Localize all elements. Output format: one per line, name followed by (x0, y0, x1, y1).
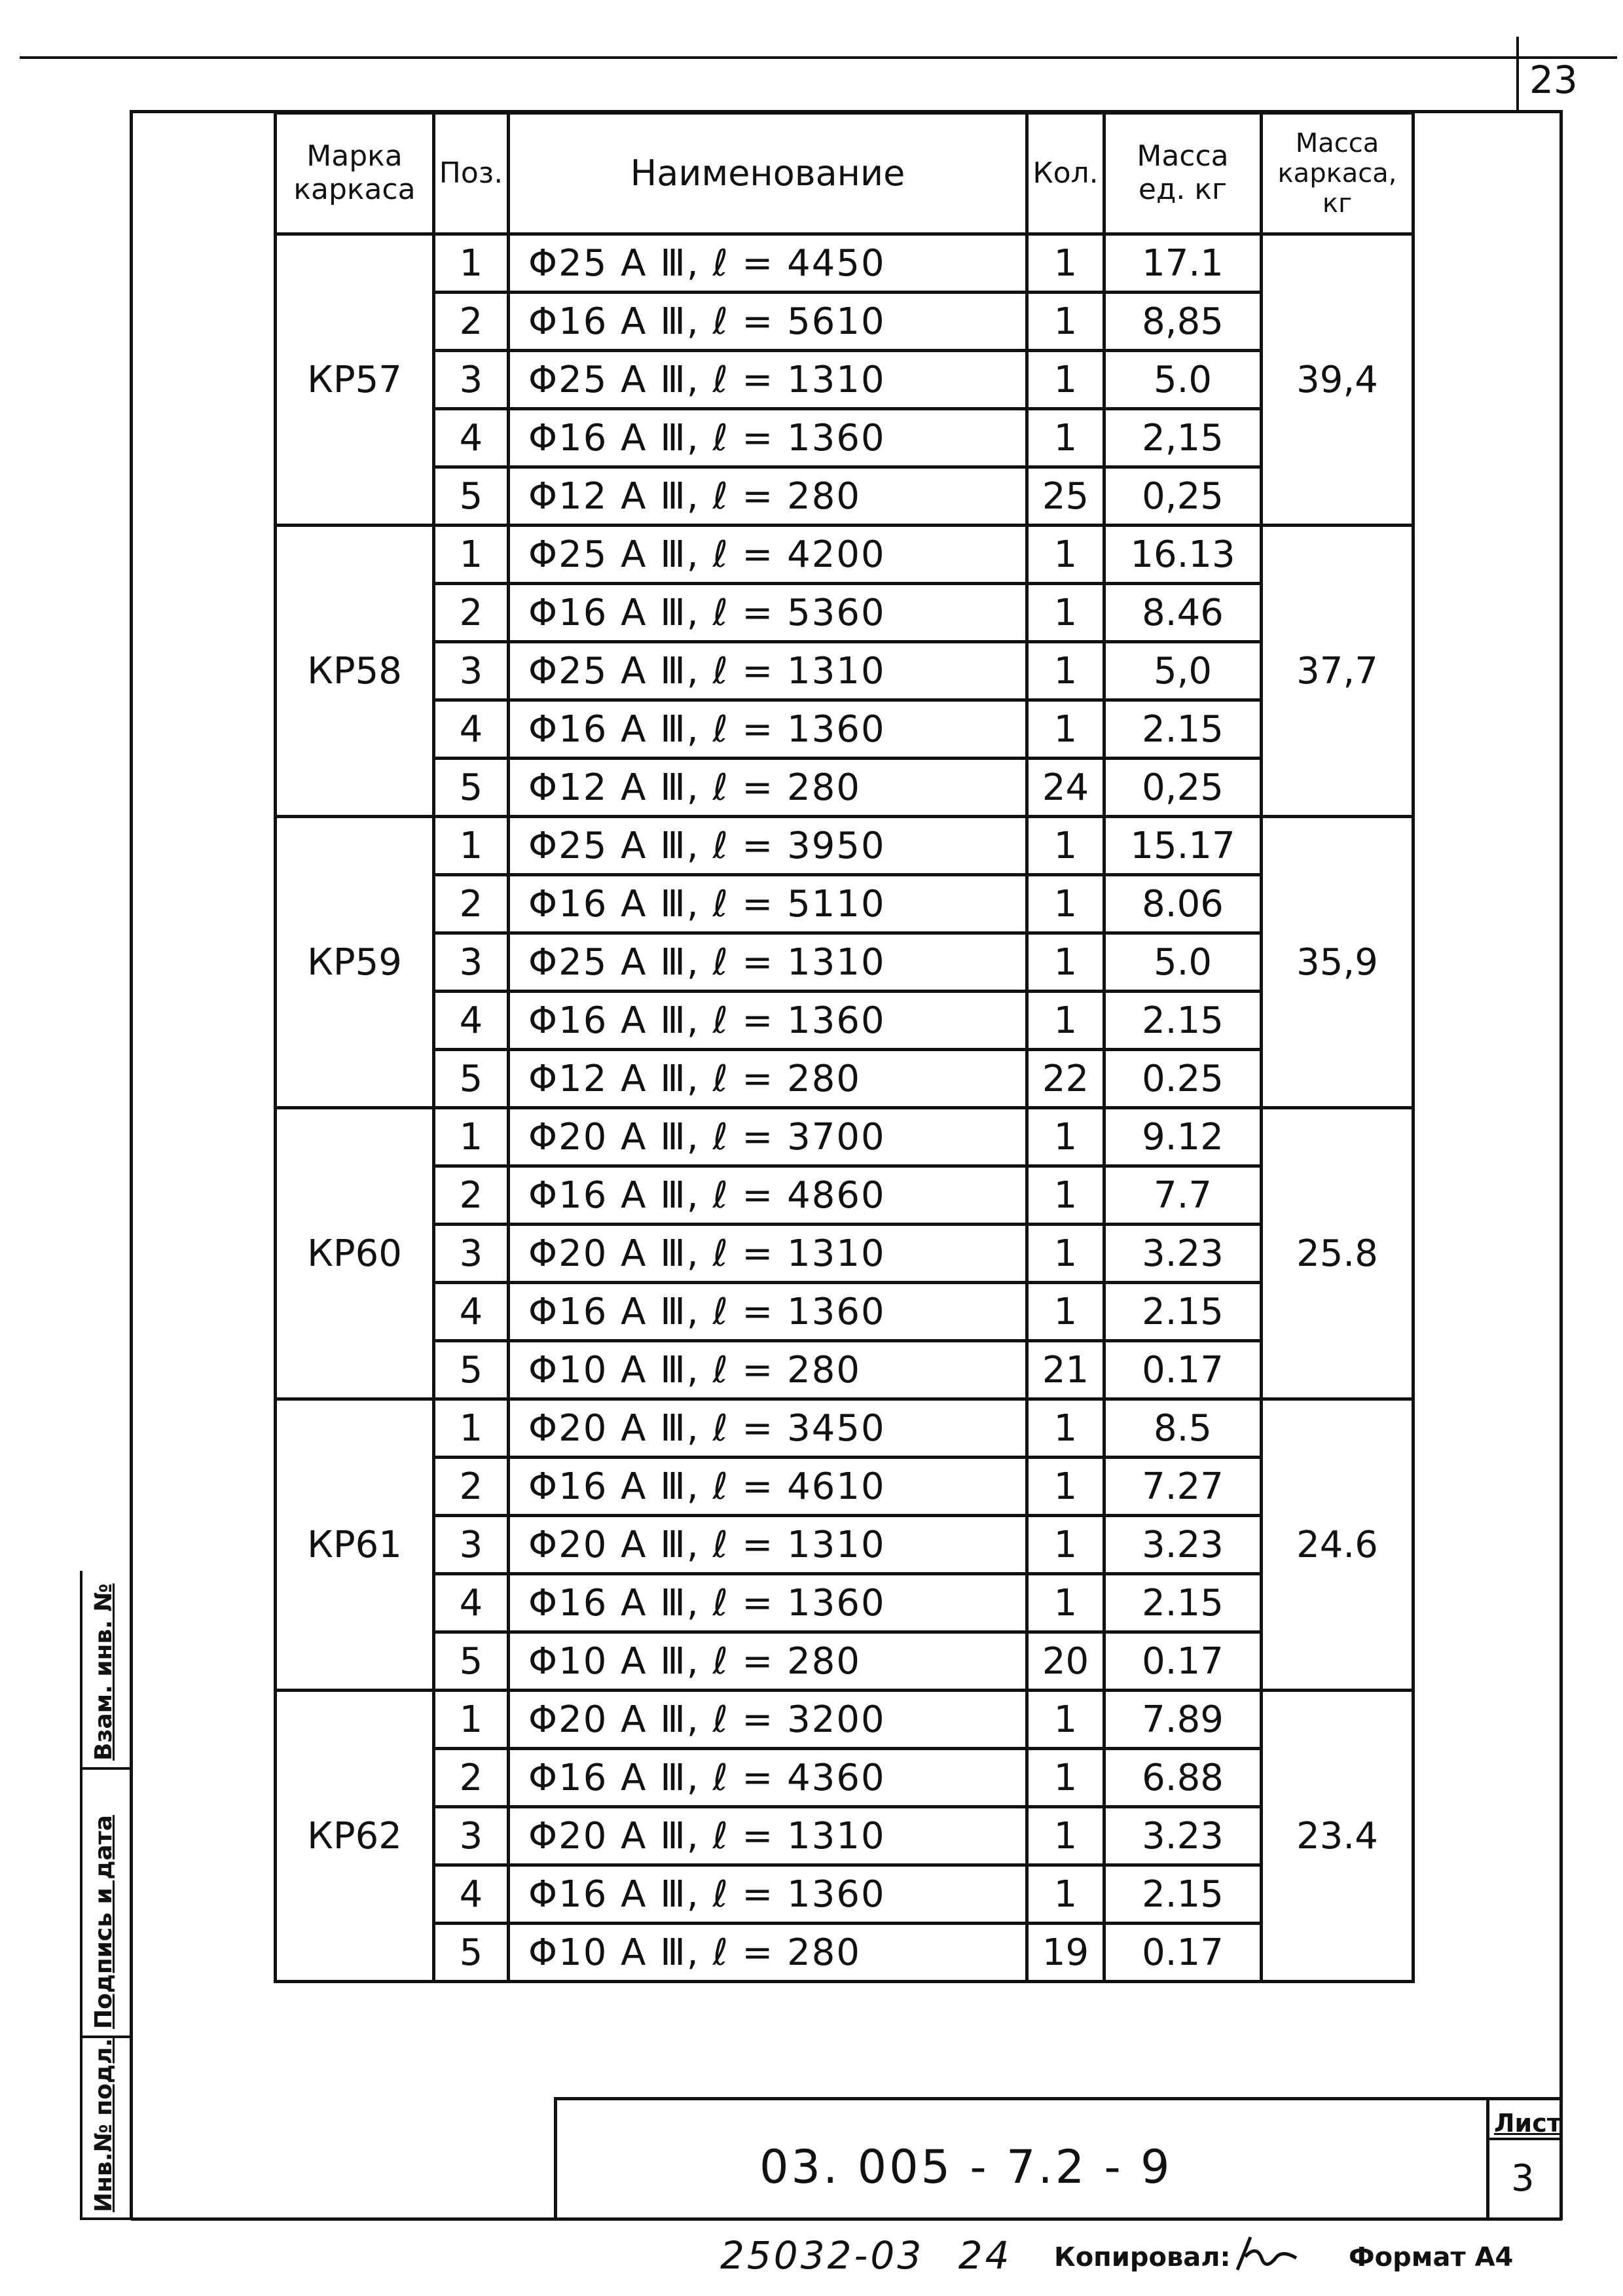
table-row (276, 234, 1413, 293)
unit-mass-cell: 3.23 (1104, 1516, 1262, 1574)
quantity-cell: 1 (1027, 1399, 1104, 1458)
name-cell: Φ12 А Ⅲ, ℓ = 280 (509, 759, 1027, 817)
position-cell: 2 (434, 584, 509, 642)
page-number-box-divider (1516, 37, 1519, 110)
name-cell: Φ20 А Ⅲ, ℓ = 3700 (509, 1108, 1027, 1166)
unit-mass-cell: 8.5 (1104, 1399, 1262, 1458)
table-row (276, 1050, 1413, 1108)
frame-mark-cell: КР60 (276, 1108, 434, 1399)
position-cell: 1 (434, 234, 509, 293)
unit-mass-cell: 2.15 (1104, 1283, 1262, 1341)
quantity-cell: 1 (1027, 1574, 1104, 1632)
frame-right (1559, 110, 1563, 2220)
unit-mass-cell: 2.15 (1104, 700, 1262, 759)
position-cell: 4 (434, 1574, 509, 1632)
position-cell: 4 (434, 700, 509, 759)
position-cell: 5 (434, 1341, 509, 1399)
quantity-cell: 1 (1027, 1749, 1104, 1807)
binding-divider-1 (80, 1767, 132, 1770)
name-cell: Φ20 А Ⅲ, ℓ = 3200 (509, 1691, 1027, 1749)
binding-strip-bottom (80, 2217, 132, 2220)
name-cell: Φ25 А Ⅲ, ℓ = 3950 (509, 817, 1027, 875)
table-row (276, 1865, 1413, 1924)
table-row (276, 1166, 1413, 1225)
quantity-cell: 1 (1027, 526, 1104, 584)
quantity-cell: 1 (1027, 700, 1104, 759)
position-cell: 1 (434, 1108, 509, 1166)
table-row (276, 584, 1413, 642)
name-cell: Φ10 А Ⅲ, ℓ = 280 (509, 1341, 1027, 1399)
table-row (276, 1632, 1413, 1691)
table-row (276, 1399, 1413, 1458)
name-cell: Φ16 А Ⅲ, ℓ = 1360 (509, 1283, 1027, 1341)
table-row (276, 992, 1413, 1050)
table-row (276, 875, 1413, 933)
table-row (276, 526, 1413, 584)
side-label-podpis-data: Подпись и дата (90, 1815, 117, 2029)
stamp-top (555, 2097, 1561, 2100)
unit-mass-cell: 5.0 (1104, 351, 1262, 409)
header-qty: Кол. (1027, 113, 1104, 234)
unit-mass-cell: 0,25 (1104, 467, 1262, 526)
quantity-cell: 1 (1027, 642, 1104, 700)
unit-mass-cell: 17.1 (1104, 234, 1262, 293)
quantity-cell: 1 (1027, 234, 1104, 293)
name-cell: Φ25 А Ⅲ, ℓ = 4200 (509, 526, 1027, 584)
name-cell: Φ25 А Ⅲ, ℓ = 1310 (509, 642, 1027, 700)
name-cell: Φ25 А Ⅲ, ℓ = 1310 (509, 351, 1027, 409)
name-cell: Φ16 А Ⅲ, ℓ = 1360 (509, 1574, 1027, 1632)
name-cell: Φ25 А Ⅲ, ℓ = 4450 (509, 234, 1027, 293)
frame-mass-cell: 23.4 (1262, 1691, 1413, 1982)
table-row (276, 642, 1413, 700)
table-row (276, 1225, 1413, 1283)
quantity-cell: 1 (1027, 992, 1104, 1050)
position-cell: 1 (434, 526, 509, 584)
table-row (276, 1924, 1413, 1982)
table-row (276, 467, 1413, 526)
table-row (276, 700, 1413, 759)
position-cell: 5 (434, 1050, 509, 1108)
position-cell: 1 (434, 1399, 509, 1458)
stamp-left (554, 2097, 557, 2219)
table-row (276, 1341, 1413, 1399)
quantity-cell: 1 (1027, 351, 1104, 409)
footer-order: 25032-03 (720, 2233, 924, 2278)
unit-mass-cell: 9.12 (1104, 1108, 1262, 1166)
position-cell: 3 (434, 933, 509, 992)
quantity-cell: 1 (1027, 1283, 1104, 1341)
table-row (276, 817, 1413, 875)
position-cell: 3 (434, 642, 509, 700)
header-frame-mass: Масса каркаса, кг (1262, 113, 1413, 234)
quantity-cell: 1 (1027, 1108, 1104, 1166)
position-cell: 3 (434, 351, 509, 409)
position-cell: 2 (434, 1166, 509, 1225)
position-cell: 5 (434, 467, 509, 526)
sheet-number: 3 (1511, 2157, 1535, 2200)
name-cell: Φ10 А Ⅲ, ℓ = 280 (509, 1924, 1027, 1982)
table-row (276, 1807, 1413, 1865)
quantity-cell: 1 (1027, 1691, 1104, 1749)
frame-mark-cell: КР58 (276, 526, 434, 817)
position-cell: 5 (434, 1632, 509, 1691)
unit-mass-cell: 5.0 (1104, 933, 1262, 992)
unit-mass-cell: 5,0 (1104, 642, 1262, 700)
quantity-cell: 1 (1027, 409, 1104, 467)
frame-mass-cell: 24.6 (1262, 1399, 1413, 1691)
footer-copied-label: Копировал: (1054, 2242, 1231, 2272)
table-row (276, 409, 1413, 467)
name-cell: Φ20 А Ⅲ, ℓ = 3450 (509, 1399, 1027, 1458)
frame-mark-cell: КР61 (276, 1399, 434, 1691)
unit-mass-cell: 16.13 (1104, 526, 1262, 584)
table-row (276, 1691, 1413, 1749)
frame-mark-cell: КР62 (276, 1691, 434, 1982)
frame-left (130, 110, 133, 2220)
quantity-cell: 1 (1027, 875, 1104, 933)
position-cell: 1 (434, 1691, 509, 1749)
position-cell: 5 (434, 1924, 509, 1982)
header-mark: Марка каркаса (276, 113, 434, 234)
position-cell: 3 (434, 1807, 509, 1865)
quantity-cell: 1 (1027, 1807, 1104, 1865)
stamp-sheet-label-rule (1487, 2138, 1561, 2140)
name-cell: Φ16 А Ⅲ, ℓ = 5110 (509, 875, 1027, 933)
unit-mass-cell: 0,25 (1104, 759, 1262, 817)
footer-order-number (720, 2233, 1012, 2278)
name-cell: Φ12 А Ⅲ, ℓ = 280 (509, 467, 1027, 526)
position-cell: 4 (434, 1283, 509, 1341)
quantity-cell: 1 (1027, 584, 1104, 642)
binding-strip-left (80, 1571, 82, 2220)
name-cell: Φ16 А Ⅲ, ℓ = 5610 (509, 293, 1027, 351)
name-cell: Φ20 А Ⅲ, ℓ = 1310 (509, 1807, 1027, 1865)
table-row (276, 293, 1413, 351)
name-cell: Φ16 А Ⅲ, ℓ = 1360 (509, 1865, 1027, 1924)
header-unit-mass: Масса ед. кг (1104, 113, 1262, 234)
unit-mass-cell: 2.15 (1104, 1865, 1262, 1924)
position-cell: 4 (434, 1865, 509, 1924)
quantity-cell: 22 (1027, 1050, 1104, 1108)
quantity-cell: 1 (1027, 1516, 1104, 1574)
header-pos: Поз. (434, 113, 509, 234)
quantity-cell: 1 (1027, 1865, 1104, 1924)
frame-mass-cell: 39,4 (1262, 234, 1413, 526)
frame-mark-cell: КР57 (276, 234, 434, 526)
unit-mass-cell: 3.23 (1104, 1807, 1262, 1865)
table-row (276, 1516, 1413, 1574)
sheet-label: Лист (1494, 2109, 1561, 2138)
quantity-cell: 1 (1027, 1166, 1104, 1225)
table-row (276, 1283, 1413, 1341)
frame-mass-cell: 35,9 (1262, 817, 1413, 1108)
unit-mass-cell: 2.15 (1104, 992, 1262, 1050)
position-cell: 3 (434, 1225, 509, 1283)
name-cell: Φ16 А Ⅲ, ℓ = 5360 (509, 584, 1027, 642)
table-row (276, 1458, 1413, 1516)
footer-format-label: Формат А4 (1349, 2242, 1514, 2272)
unit-mass-cell: 8.46 (1104, 584, 1262, 642)
table-header-row (276, 113, 1413, 234)
position-cell: 4 (434, 992, 509, 1050)
name-cell: Φ16 А Ⅲ, ℓ = 1360 (509, 992, 1027, 1050)
position-cell: 2 (434, 1458, 509, 1516)
quantity-cell: 24 (1027, 759, 1104, 817)
quantity-cell: 1 (1027, 293, 1104, 351)
table-row (276, 759, 1413, 817)
name-cell: Φ10 А Ⅲ, ℓ = 280 (509, 1632, 1027, 1691)
quantity-cell: 19 (1027, 1924, 1104, 1982)
position-cell: 1 (434, 817, 509, 875)
quantity-cell: 25 (1027, 467, 1104, 526)
unit-mass-cell: 0.17 (1104, 1341, 1262, 1399)
name-cell: Φ16 А Ⅲ, ℓ = 4360 (509, 1749, 1027, 1807)
position-cell: 2 (434, 875, 509, 933)
footer-number: 24 (958, 2233, 1012, 2278)
top-rule (20, 56, 1617, 59)
position-cell: 4 (434, 409, 509, 467)
frame-mass-cell: 25.8 (1262, 1108, 1413, 1399)
unit-mass-cell: 15.17 (1104, 817, 1262, 875)
quantity-cell: 20 (1027, 1632, 1104, 1691)
unit-mass-cell: 7.89 (1104, 1691, 1262, 1749)
signature-mark (1231, 2231, 1303, 2276)
unit-mass-cell: 7.27 (1104, 1458, 1262, 1516)
name-cell: Φ16 А Ⅲ, ℓ = 4610 (509, 1458, 1027, 1516)
position-cell: 3 (434, 1516, 509, 1574)
stamp-sheet-divider (1486, 2097, 1489, 2219)
position-cell: 5 (434, 759, 509, 817)
unit-mass-cell: 0.25 (1104, 1050, 1262, 1108)
quantity-cell: 1 (1027, 1458, 1104, 1516)
side-label-vzam-inv: Взам. инв. № (90, 1583, 117, 1761)
position-cell: 2 (434, 293, 509, 351)
copied-signature (1231, 2231, 1303, 2279)
unit-mass-cell: 3.23 (1104, 1225, 1262, 1283)
side-label-inv-podl: Инв.№ подл. (90, 2037, 117, 2212)
table-row (276, 1749, 1413, 1807)
table-row (276, 1108, 1413, 1166)
table-row (276, 1574, 1413, 1632)
unit-mass-cell: 0.17 (1104, 1924, 1262, 1982)
unit-mass-cell: 2,15 (1104, 409, 1262, 467)
frame-bottom (131, 2217, 1562, 2221)
frame-mark-cell: КР59 (276, 817, 434, 1108)
quantity-cell: 1 (1027, 817, 1104, 875)
table-row (276, 351, 1413, 409)
name-cell: Φ20 А Ⅲ, ℓ = 1310 (509, 1516, 1027, 1574)
document-code: 03. 005 - 7.2 - 9 (759, 2140, 1173, 2194)
specification-table (274, 111, 1415, 1983)
name-cell: Φ16 А Ⅲ, ℓ = 1360 (509, 409, 1027, 467)
quantity-cell: 1 (1027, 933, 1104, 992)
table-row (276, 933, 1413, 992)
unit-mass-cell: 7.7 (1104, 1166, 1262, 1225)
name-cell: Φ16 А Ⅲ, ℓ = 1360 (509, 700, 1027, 759)
unit-mass-cell: 0.17 (1104, 1632, 1262, 1691)
frame-mass-cell: 37,7 (1262, 526, 1413, 817)
name-cell: Φ16 А Ⅲ, ℓ = 4860 (509, 1166, 1027, 1225)
unit-mass-cell: 6.88 (1104, 1749, 1262, 1807)
unit-mass-cell: 8.06 (1104, 875, 1262, 933)
unit-mass-cell: 8,85 (1104, 293, 1262, 351)
page-number: 23 (1529, 58, 1578, 102)
name-cell: Φ20 А Ⅲ, ℓ = 1310 (509, 1225, 1027, 1283)
quantity-cell: 21 (1027, 1341, 1104, 1399)
unit-mass-cell: 2.15 (1104, 1574, 1262, 1632)
quantity-cell: 1 (1027, 1225, 1104, 1283)
name-cell: Φ25 А Ⅲ, ℓ = 1310 (509, 933, 1027, 992)
name-cell: Φ12 А Ⅲ, ℓ = 280 (509, 1050, 1027, 1108)
header-name: Наименование (509, 113, 1027, 234)
position-cell: 2 (434, 1749, 509, 1807)
